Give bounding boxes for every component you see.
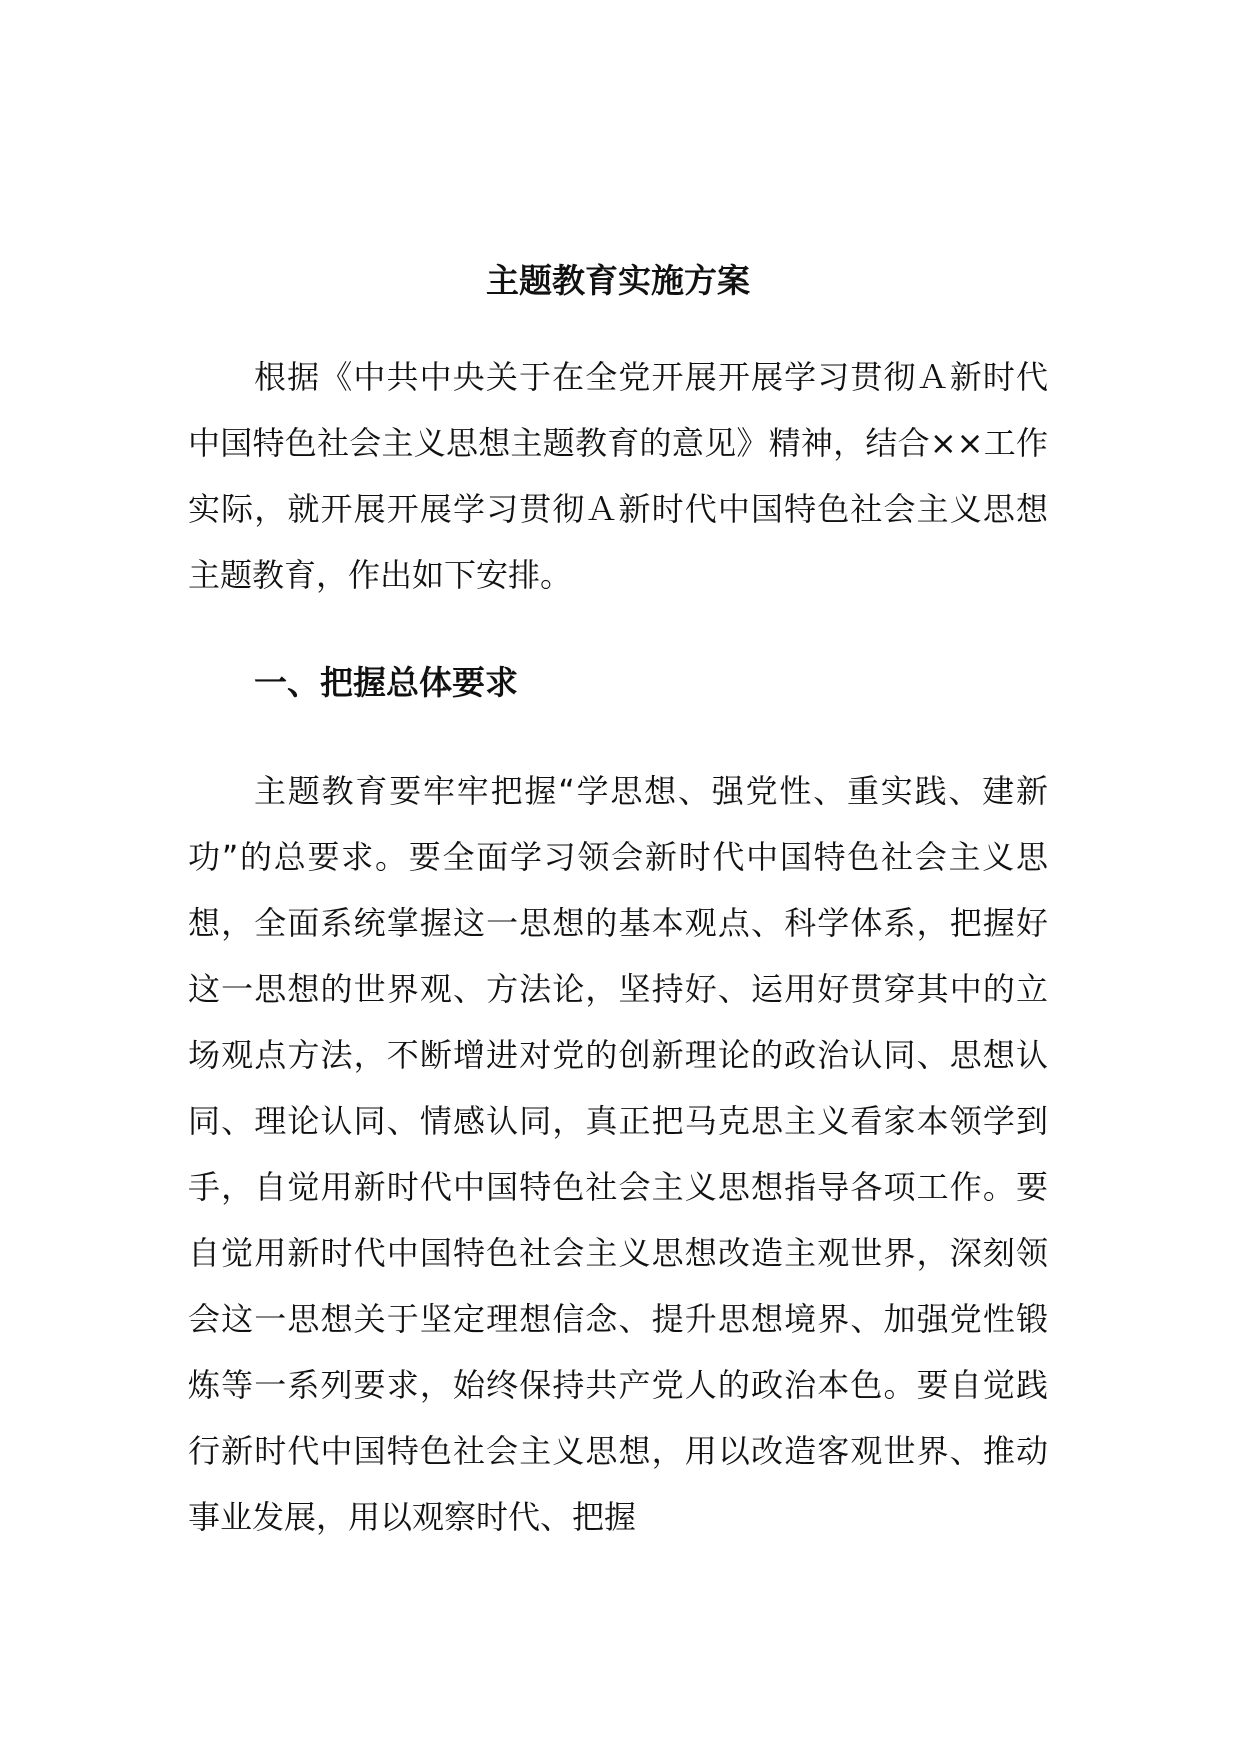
document-title: 主题教育实施方案 [486,261,750,300]
section-body-paragraph: 主题教育要牢牢把握“学思想、强党性、重实践、建新功”的总要求。要全面学习领会新时代中国特色社会主义思想，全面系统掌握这一思想的基本观点、科学体系，把握好这一思想的世界观、方法论，坚持好、运用好贯穿其中的立场观点方法，不断增进对党的创新理论的政治认同、思想认同、理论认同、情感认同，真正把马克思主义看家本领学到手，自觉用新时代中国特色社会主义思想指导各项工作。要自觉用新时代中国特色社会主义思想改造主观世界，深刻领会这一思想关于坚定理想信念、提升思想境界、加强党性锻炼等一系列要求，始终保持共产党人的政治本色。要自觉践行新时代中国特色社会主义思想，用以改造客观世界、推动事业发展，用以观察时代、把握 [188,772,1048,1536]
intro-paragraph: 根据《中共中央关于在全党开展开展学习贯彻Ａ新时代中国特色社会主义思想主题教育的意见》精神，结合××工作实际，就开展开展学习贯彻Ａ新时代中国特色社会主义思想主题教育，作出如下安排。 [188,358,1048,594]
document-content [188,248,1048,1550]
section-heading: 一、把握总体要求 [254,663,518,702]
